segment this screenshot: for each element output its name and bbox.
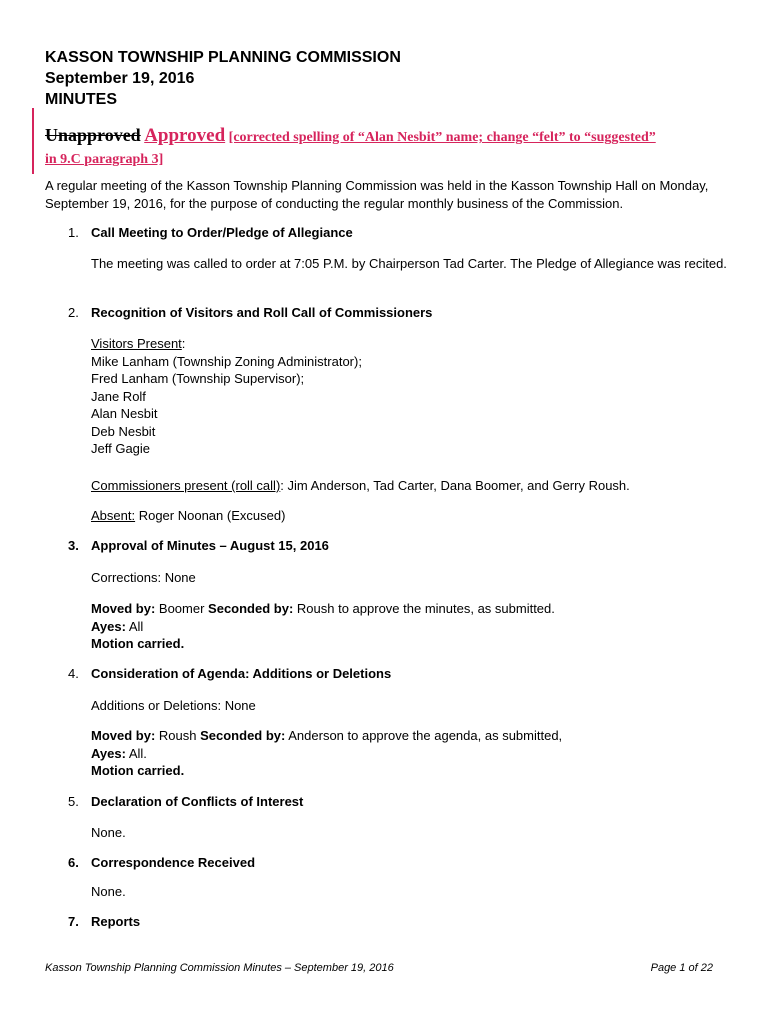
absent-value: Roger Noonan (Excused) bbox=[135, 508, 286, 523]
absent-line bbox=[91, 507, 731, 525]
additions-label: Additions or Deletions bbox=[91, 698, 218, 713]
visitor-item: Deb Nesbit bbox=[91, 423, 156, 439]
footer-title: Kasson Township Planning Commission Minutes – September 19, 2016 bbox=[45, 962, 394, 974]
ayes-value: All bbox=[125, 618, 144, 634]
section-body: The meeting was called to order at 7:05 P.M. by Chairperson Tad Carter. The Pledge of Allegiance was recited. bbox=[91, 256, 727, 271]
corrections-label: Corrections bbox=[91, 570, 158, 585]
additions-line bbox=[91, 697, 731, 715]
corrections-line bbox=[91, 569, 731, 587]
section-heading: Consideration of Agenda: Additions or Deletions bbox=[91, 666, 392, 681]
section-number: 4. bbox=[68, 666, 79, 681]
corrections-value: : None bbox=[157, 570, 196, 585]
visitor-item: Mike Lanham (Township Zoning Administrator); bbox=[91, 353, 362, 369]
section-number: 3. bbox=[68, 538, 79, 553]
visitors-label: Visitors Present bbox=[91, 336, 182, 351]
section-number: 1. bbox=[68, 225, 79, 240]
moved-label: Moved by: bbox=[91, 728, 156, 743]
seconded-label: Seconded by: bbox=[200, 728, 286, 743]
section-number: 2. bbox=[68, 305, 79, 320]
intro-paragraph: A regular meeting of the Kasson Township Planning Commission was held in the Kasson Township Hall on Monday, September 19, 2016, for the purpose of conducting the regular monthly business of the Commission. bbox=[45, 178, 709, 211]
revision-status: Approved bbox=[144, 125, 226, 146]
motion-block bbox=[91, 727, 731, 780]
commissioners-label: Commissioners present (roll call) bbox=[91, 478, 281, 493]
section-number: 7. bbox=[68, 914, 79, 929]
section-heading: Approval of Minutes – August 15, 2016 bbox=[91, 538, 329, 553]
document-type: MINUTES bbox=[45, 91, 117, 108]
section-body: None. bbox=[91, 884, 126, 899]
revision-struck-status: Unapproved bbox=[45, 125, 141, 145]
section-number: 5. bbox=[68, 794, 79, 809]
visitor-item: Alan Nesbit bbox=[91, 406, 158, 421]
seconded-value: Anderson to approve the agenda, as submitted, bbox=[285, 728, 563, 743]
absent-label: Absent: bbox=[91, 508, 136, 523]
section-heading: Recognition of Visitors and Roll Call of Commissioners bbox=[91, 305, 433, 320]
section-heading: Call Meeting to Order/Pledge of Allegiance bbox=[91, 225, 353, 240]
motion-carried: Motion carried. bbox=[91, 636, 185, 651]
visitor-item: Jeff Gagie bbox=[91, 441, 151, 456]
moved-value: Roush bbox=[155, 728, 201, 743]
moved-value: Boomer bbox=[155, 601, 209, 616]
motion-carried: Motion carried. bbox=[91, 763, 185, 778]
ayes-value: All. bbox=[125, 745, 147, 761]
section-heading: Reports bbox=[91, 914, 141, 929]
seconded-label: Seconded by: bbox=[208, 601, 294, 616]
commissioners-line bbox=[91, 477, 731, 495]
page-number: Page 1 of 22 bbox=[650, 962, 713, 974]
commissioners-list: : Jim Anderson, Tad Carter, Dana Boomer, and Gerry Roush. bbox=[280, 478, 630, 493]
revision-note-line2: in 9.C paragraph 3] bbox=[45, 152, 164, 167]
document-date: September 19, 2016 bbox=[45, 70, 195, 87]
visitor-item: Jane Rolf bbox=[91, 388, 146, 404]
revision-note bbox=[45, 124, 725, 171]
revision-note-line1: [corrected spelling of “Alan Nesbit” name; change “felt” to “suggested” bbox=[228, 130, 656, 145]
moved-label: Moved by: bbox=[91, 601, 156, 616]
section-heading: Correspondence Received bbox=[91, 855, 256, 870]
visitor-item: Fred Lanham (Township Supervisor); bbox=[91, 371, 305, 386]
revision-bar bbox=[32, 108, 34, 174]
ayes-label: Ayes: bbox=[91, 618, 126, 634]
section-heading: Declaration of Conflicts of Interest bbox=[91, 794, 304, 809]
additions-value: : None bbox=[217, 698, 256, 713]
ayes-label: Ayes: bbox=[91, 745, 126, 761]
section-body: None. bbox=[91, 825, 126, 840]
visitors-block: Visitors Present: Mike Lanham (Township Zoning Administrator); Fred Lanham (Township Supervisor); Jane Rolf Alan Nesbit Deb Nesbit Jeff Gagie bbox=[91, 336, 362, 456]
document-org-title: KASSON TOWNSHIP PLANNING COMMISSION bbox=[45, 49, 401, 66]
motion-block bbox=[91, 600, 731, 653]
section-number: 6. bbox=[68, 855, 79, 870]
seconded-value: Roush to approve the minutes, as submitted. bbox=[293, 601, 555, 616]
